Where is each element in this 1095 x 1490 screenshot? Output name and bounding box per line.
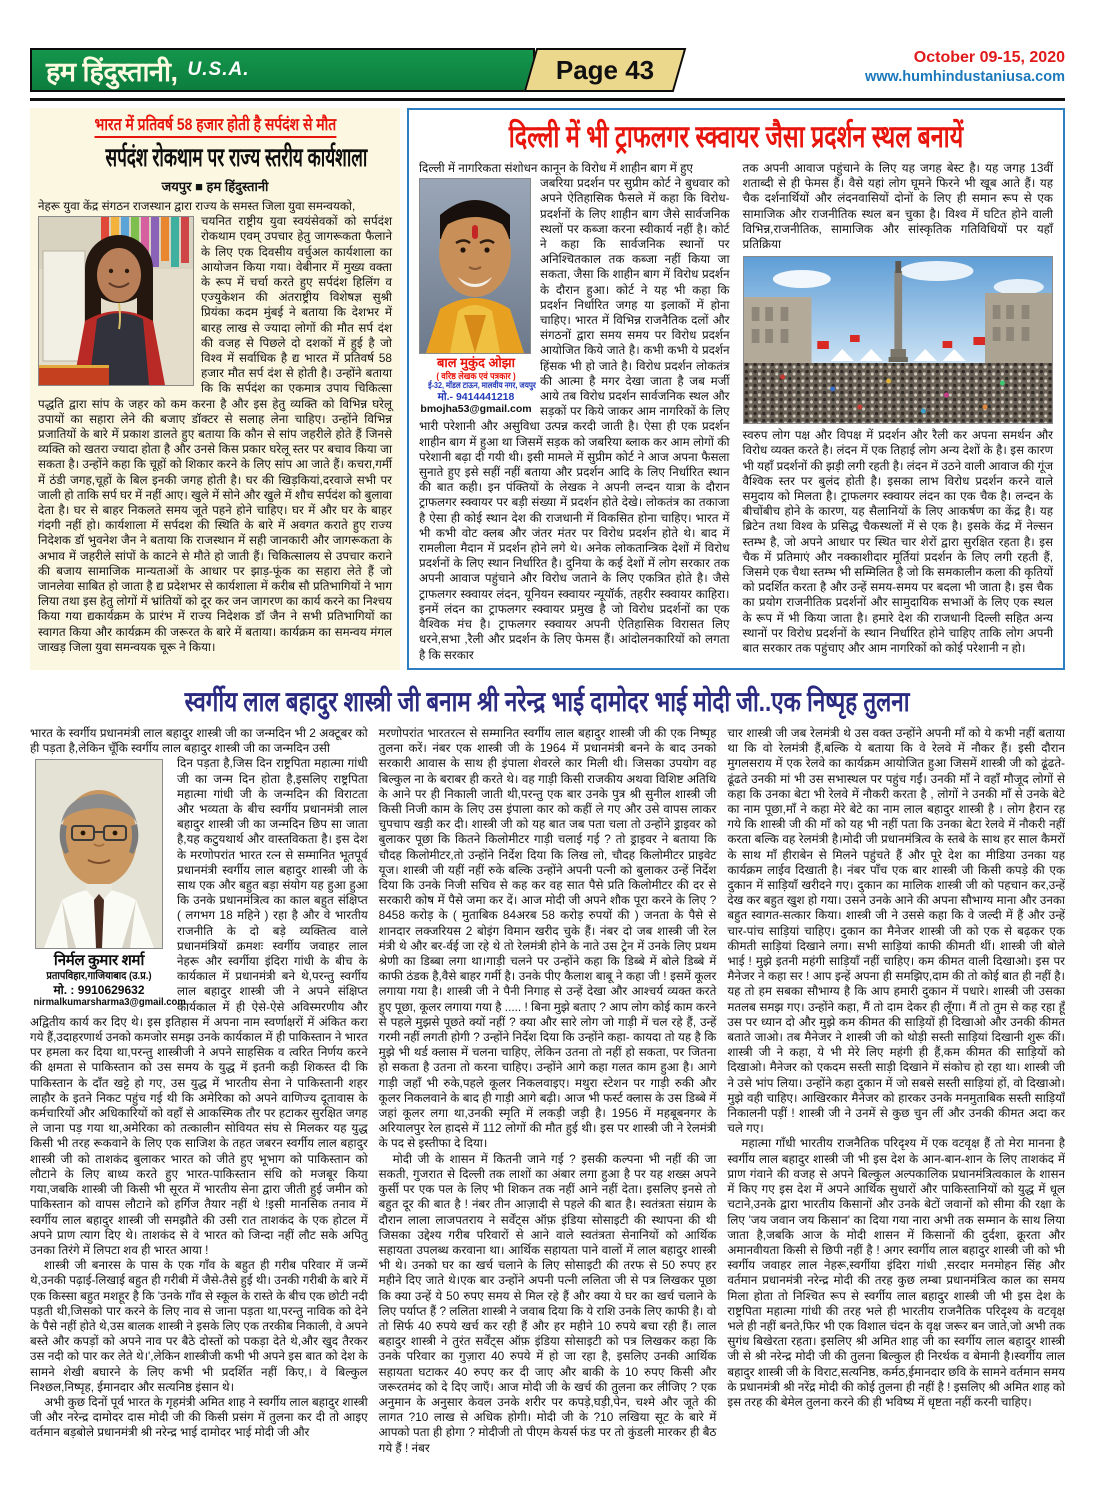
speaker-priyanka-kadam-photo xyxy=(38,216,194,386)
author-box-nirmal-kumar-sharma xyxy=(30,759,186,1009)
trafalgar-right-top-text: तक अपनी आवाज पहुंचाने के लिए यह जगह बेस्ट है। यह जगह 13वीं शताब्दी से ही फेमस हैं। वैसे यहां लोग घूमने फिरने भी खूब आते हैं। यह चैक दर्शनार्थियों और लंदनवासियों दोनों के लिए ही समान रूप से एक सामाजिक और राजनीतिक स्थल बन चुका है। विश्व में घटित होने वाली विभिन्न,राजनीतिक, सामाजिक और सांस्कृतिक गतिविधियों पर यहाँ प्रतिक्रिया xyxy=(742,161,1053,252)
snake-article-byline: जयपुर ■ हम हिंदुस्तानी xyxy=(161,179,269,194)
brand-name-hindi: हम हिंदुस्तानी, xyxy=(46,56,178,87)
comparison-column-1 xyxy=(30,726,368,1481)
comparison-headline: स्वर्गीय लाल बहादुर शास्त्री जी बनाम श्री नरेन्द्र भाई दामोदर भाई मोदी जी..एक निष्पृह तुलना xyxy=(185,686,910,717)
article-snakebite-workshop xyxy=(30,108,400,670)
masthead xyxy=(30,48,1065,96)
header-divider xyxy=(30,98,1065,101)
trafalgar-left-text: जबरिया प्रदर्शन पर सुप्रीम कोर्ट ने बुधवार को अपने ऐतिहासिक फैसले में कहा कि विरोध-प्रदर्शनों के लिए शाहीन बाग जैसे सार्वजनिक स्थलों पर कब्जा करना स्वीकार्य नहीं है। कोर्ट ने कहा कि सार्वजनिक स्थानों पर अनिश्चितकाल तक कब्जा नहीं किया जा सकता, जैसा कि शाहीन बाग में विरोध प्रदर्शन के दौरान हुआ। कोर्ट ने यह भी कहा कि प्रदर्शन निर्धारित जगह या इलाकों में होना चाहिए। भारत में विभिन्न राजनैतिक दलों और संगठनों द्वारा समय समय पर विरोध प्रदर्शन आयोजित किये जाते है। कभी कभी ये प्रदर्शन हिंसक भी हो जाते है। विरोध प्रदर्शन लोकतंत्र की आत्मा है मगर देखा जाता है जब मर्जी आये तब विरोध प्रदर्शन सार्वजनिक स्थल और सड़कों पर किये जाकर आम नागरिकों के लिए भारी परेशानी और असुविधा उत्पन्न करदी जाती है। ऐसा ही एक प्रदर्शन शाहीन बाग में हुआ था जिसमें सड़क को जबरिया ब्लाक कर आम लोगों की परेशानी बढ़ा दी गयी थी। इसी मामले में सुप्रीम कोर्ट ने आज अपना फैसला सुनाते हुए इसे सहीं नहीं बताया और प्रदर्शन आदि के लिए निर्धारित स्थान की बात कही। इन पंक्तियों के लेखक ने अपनी लन्दन यात्रा के दौरान ट्राफलगर स्क्वायर पर बड़ी संख्या में प्रदर्शन होते देखे। लोकतंत्र का तकाजा है ऐसा ही कोई स्थान देश की राजधानी में विकसित होना चाहिए। भारत में भी कभी वोट क्लब और जंतर मंतर पर विरोध प्रदर्शन होते थे। बाद में रामलीला मैदान में प्रदर्शन होने लगे थे। अनेक लोकतान्त्रिक देशों में विरोध प्रदर्शनों के लिए स्थान निर्धारित है। दुनिया के कई देशों में लोग सरकार तक अपनी आवाज पहुंचाने और विरोध जताने के लिए एकत्रित होते है। जैसे ट्राफलगर स्क्वायर लंदन, यूनियन स्क्वायर न्यूयॉर्क, तहरीर स्क्वायर काहिरा। इनमें लंदन का ट्राफलगर स्क्वायर प्रमुख है जो विरोध प्रदर्शनों का एक वैश्विक मंच है। ट्राफलगर स्क्वायर अपनी ऐतिहासिक विरासत लिए धरने,सभा ,रैली और प्रदर्शन के लिए फेमस हैं। आंदोलनकारियों को लगता है कि सरकार xyxy=(419,176,730,662)
issue-date: October 09-15, 2020 xyxy=(913,49,1065,66)
ojha-portrait-illustration xyxy=(420,179,530,353)
speaker-photo-illustration xyxy=(39,217,193,385)
comparison-col1-text: दिन पड़ता है,जिस दिन राष्ट्रपिता महात्मा गांधी जी का जन्म दिन होता है,इसलिए राष्ट्रपिता महात्मा गांधी जी के जन्मदिन की विराटता और भव्यता के बीच स्वर्गीय प्रधानमंत्री लाल बहादुर शास्त्री जी का जन्मदिन छिप सा जाता है,यह कटुयथार्थ और वास्तविकता है। इस देश के मरणोपरांत भारत रत्न से सम्मानित भूतपूर्व प्रधानमंत्री स्वर्गीय लाल बहादुर शास्त्री जी के साथ एक और बहुत बड़ा संयोग यह हुआ हुआ कि उनके प्रधानमंत्रित्व का काल बहुत संक्षिप्त ( लगभग 18 महिने ) रहा है और वे भारतीय राजनीति के दो बड़े व्यक्तित्व वाले प्रधानमंत्रियों क्रमशः स्वर्गीय जवाहर लाल नेहरू और स्वर्गीया इंदिरा गांधी के बीच के कार्यकाल में प्रधानमंत्री बने थे,परन्तु स्वर्गीय लाल बहादुर शास्त्री जी ने अपने संक्षिप्त कार्यकाल में ही ऐसे-ऐसे अविस्मरणीय और अद्वितीय कार्य कर दिए थे। इस इतिहास में अपना नाम स्वर्णाक्षरों में अंकित करा गये हैं,उदाहरणार्थ उनको कमजोर समझ उनके कार्यकाल में ही पाकिस्तान ने भारत पर हमला कर दिया था,परन्तु शास्त्रीजी ने अपने साहसिक व त्वरित निर्णय करने की क्षमता से पाकिस्तान को उस समय के युद्ध में इतनी कड़ी शिकस्त दी कि पाकिस्तान के दाँत खट्टे हो गए, उस युद्ध में भारतीय सेना ने पाकिस्तानी शहर लाहौर के इतने निकट पहुंच गई थी कि अमेरिका को अपने वाणिज्य दूतावास के कर्मचारियों और अधिकारियों को वहाँ से आकस्मिक तौर पर हटाकर सुरक्षित जगह ले जाना पड़ गया था,अमेरिका को तत्कालीन सोवियत संघ से मिलकर यह युद्ध किसी भी तरह रूकवाने के लिए एक साजिश के तहत जबरन स्वर्गीय लाल बहादुर शास्त्री जी को ताशकंद बुलाकर भारत को जीते हुए भूभाग को पाकिस्तान को लौटाने के लिए बाध्य करते हुए भारत-पाकिस्तान संधि को मजबूर किया गया,जबकि शास्त्री जी किसी भी सूरत में भारतीय सेना द्वारा जीती हुई जमीन को पाकिस्तान को वापस लौटाने को हर्गिज तैयार नहीं थे !इसी मानसिक तनाव में स्वर्गीय लाल बहादुर शास्त्री जी समझौते की उसी रात ताशकंद के एक होटल में अपने प्राण त्याग दिए थे। ताशकंद से वे भारत को जिन्दा नहीं लौट सके अपितु उनका तिरंगे में लिपटा शव ही भारत आया ! xyxy=(30,756,368,1257)
comparison-intro: भारत के स्वर्गीय प्रधानमंत्री लाल बहादुर शास्त्री जी का जन्मदिन भी 2 अक्टूबर को ही पड़ता है,लेकिन चूँकि स्वर्गीय लाल बहादुर शास्त्री जी का जन्मदिन उसी xyxy=(30,726,368,756)
trafalgar-photo-illustration xyxy=(744,257,1053,423)
sharma-email: nirmalkumarsharma3@gmail.com xyxy=(33,997,186,1009)
comparison-col2-para2: मोदी जी के शासन में कितनी जाने गई ? इसकी कल्पना भी नहीं की जा सकती, गुजरात से दिल्ली तक लाशों का अंबार लगा हुआ है पर यह शख्स अपने कुर्सी पर एक पल के लिए भी शिकन तक नहीं आने नहीं देता। इसलिए इनसे तो बहुत दूर की बात है ! नंबर तीन आज़ादी से पहले की बात है। स्वतंत्रता संग्राम के दौरान लाला लाजपतराय ने सर्वेंट्स ऑफ़ इंडिया सोसाइटी की स्थापना की थी जिसका उद्देश्य गरीब परिवारों से आने वाले स्वतंत्रता सेनानियों को आर्थिक सहायता उपलब्ध करवाना था। आर्थिक सहायता पाने वालों में लाल बहादुर शास्त्री भी थे। उनको घर का खर्च चलाने के लिए सोसाइटी की तरफ से 50 रुपए हर महीने दिए जाते थे।एक बार उन्होंने अपनी पत्नी ललिता जी से पत्र लिखकर पूछा कि क्या उन्हें ये 50 रुपए समय से मिल रहे हैं और क्या ये घर का खर्च चलाने के लिए पर्याप्त हैं ? ललिता शास्त्री ने जवाब दिया कि ये राशि उनके लिए काफी है। वो तो सिर्फ 40 रुपये खर्च कर रही हैं और हर महीने 10 रुपये बचा रही हैं। लाल बहादुर शास्त्री ने तुरंत सर्वेंट्स ऑफ़ इंडिया सोसाइटी को पत्र लिखकर कहा कि उनके परिवार का गुज़ारा 40 रुपये में हो जा रहा है, इसलिए उनकी आर्थिक सहायता घटाकर 40 रुपए कर दी जाए और बाकी के 10 रुपए किसी और जरूरतमंद को दे दिए जाएँ। आज मोदी जी के खर्च की तुलना कर लीजिए ? एक अनुमान के अनुसार केवल उनके शरीर पर कपड़े,घड़ी,पेन, चश्मे और जूते की लागत ?10 लाख से अधिक होगी। मोदी जी के ?10 लखिया सूट के बारे में आपको पता ही होगा ? मोदीजी तो पीएम केयर्स फंड पर तो कुंडली मारकर ही बैठ गये हैं ! नंबर xyxy=(378,1151,717,1455)
ojha-title: ( वरिष्ठ लेखक एवं पत्रकार ) xyxy=(436,371,516,382)
article-trafalgar-square xyxy=(407,108,1065,670)
newspaper-logo xyxy=(30,48,535,92)
comparison-col3-para2: महात्मा गाँधी भारतीय राजनैतिक परिदृश्य में एक वटवृक्ष हैं तो मेरा मानना है स्वर्गीय लाल बहादुर शास्त्री जी भी इस देश के आन-बान-शान के लिए ताशकंद में प्राण गंवाने की वजह से अपने बिल्कुल अल्पकालिक प्रधानमंत्रित्वकाल के शासन में किए गए इस देश में अपने आर्थिक सुधारों और पाकिस्तानियों को युद्ध में धूल चटाने,उनके द्वारा भारतीय किसानों और उनके बेटों जवानों को सीमा की रक्षा के लिए 'जय जवान जय किसान' का दिया गया नारा अभी तक सम्मान के साथ लिया जाता है,जबकि आज के मोदी शासन में किसानों की दुर्दशा, क्रूरता और अमानवीयता किसी से छिपी नहीं है ! अगर स्वर्गीय लाल बहादुर शास्त्री जी को भी स्वर्गीय जवाहर लाल नेहरू,स्वर्गीया इंदिरा गांधी ,सरदार मनमोहन सिंह और वर्तमान प्रधानमंत्री नरेन्द्र मोदी की तरह कुछ लम्बा प्रधानमंत्रित्व काल का समय मिला होता तो निश्चित रूप से स्वर्गीय लाल बहादुर शास्त्री जी भी इस देश के राष्ट्रपिता महात्मा गांधी की तरह भले ही भारतीय राजनैतिक परिदृश्य के वटवृक्ष भले ही नहीं बनते,फिर भी एक विशाल चंदन के वृक्ष जरूर बन जाते,जो अभी तक सुगंध बिखेरता रहता। इसलिए श्री अमित शाह जी का स्वर्गीय लाल बहादुर शास्त्री जी से श्री नरेन्द्र मोदी जी की तुलना बिल्कुल ही निरर्थक व बेमानी है।स्वर्गीय लाल बहादुर शास्त्री जी के विराट,सत्यनिष्ठ, कर्मठ,ईमानदार छवि के सामने वर्तमान समय के प्रधानमंत्री श्री नरेंद्र मोदी की कोई तुलना ही नहीं है ! इसलिए श्री अमित शाह को इस तरह की बेमेल तुलना करने की ही भविष्य में धृष्टता नहीं करनी चाहिए। xyxy=(727,1136,1065,1409)
trafalgar-columns xyxy=(419,161,1053,663)
snake-article-intro: नेहरू युवा केंद्र संगठन राजस्थान द्वारा राज्य के समस्त जिला युवा समन्वयको, xyxy=(38,199,356,213)
snake-article-headline: सर्पदंश रोकथाम पर राज्य स्तरीय कार्यशाला xyxy=(105,142,368,172)
page-number-badge xyxy=(524,48,687,92)
comparison-col2-para1: मरणोपरांत भारतरत्न से सम्मानित स्वर्गीय लाल बहादुर शास्त्री जी की एक निष्पृह तुलना करें। नंबर एक शास्त्री जी के 1964 में प्रधानमंत्री बनने के बाद उनको सरकारी आवास के साथ ही इंपाला शेवरले कार मिली थी। जिसका उपयोग वह बिल्कुल ना के बराबर ही करते थे। वह गाड़ी किसी राजकीय अथवा विशिष्ट अतिथि के आने पर ही निकाली जाती थी,परन्तु एक बार उनके पुत्र श्री सुनील शास्त्री जी किसी निजी काम के लिए उस इंपाला कार को कहीं ले गए और उसे वापस लाकर चुपचाप खड़ी कर दी। शास्त्री जी को यह बात जब पता चला तो उन्होंने ड्राइवर को बुलाकर पूछा कि कितने किलोमीटर गाड़ी चलाई गई ? तो ड्राइवर ने बताया कि चौदह किलोमीटर,तो उन्होंने निर्देश दिया कि लिख लो, चौदह किलोमीटर प्राइवेट यूज। शास्त्री जी यहीं नहीं रुके बल्कि उन्होंने अपनी पत्नी को बुलाकर उन्हें निर्देश दिया कि उनके निजी सचिव से कह कर वह सात पैसे प्रति किलोमीटर की दर से सरकारी कोष में पैसे जमा कर दें। आज मोदी जी अपने शौक पूरा करने के लिए ?8458 करोड़ के ( मुताबिक 84अरब 58 करोड़ रुपयों की ) जनता के पैसे से शानदार लक्जरियस 2 बोइंग विमान खरीद चुके हैं। नंबर दो जब शास्त्री जी रेल मंत्री थे और बर-र्वई जा रहे थे तो रेलमंत्री होने के नाते उस ट्रेन में उनके लिए प्रथम श्रेणी का डिब्बा लगा था।गाड़ी चलने पर उन्होंने कहा कि डिब्बे में बोले डिब्बे में काफी ठंडक है,वैसे बाहर गर्मी है। उनके पीए कैलाश बाबू ने कहा जी ! इसमें कूलर लगाया गया है। शास्त्री जी ने पैनी निगाह से उन्हें देखा और आश्चर्य व्यक्त करते हुए पूछा, कूलर लगाया गया है ..... ! बिना मुझे बताए ? आप लोग कोई काम करने से पहले मुझसे पूछते क्यों नहीं ? क्या और सारे लोग जो गाड़ी में चल रहे हैं, उन्हें गरमी नहीं लगती होगी ? उन्होंने निर्देश दिया कि उन्होंने कहा- कायदा तो यह है कि मुझे भी थर्ड क्लास में चलना चाहिए, लेकिन उतना तो नहीं हो सकता, पर जितना हो सकता है उतना तो करना चाहिए। उन्होंने आगे कहा गलत काम हुआ है। आगे गाड़ी जहाँ भी रुके,पहले कूलर निकलवाइए। मथुरा स्टेशन पर गाड़ी रुकी और कूलर निकलवाने के बाद ही गाड़ी आगे बढ़ी। आज भी फर्स्ट क्लास के उस डिब्बे में जहां कूलर लगा था,उनकी स्मृति में लकड़ी जड़ी है। 1956 में महबूबनगर के अरियालपुर रेल हादसे में 112 लोगों की मौत हुई थी। इस पर शास्त्री जी ने रेलमंत्री के पद से इस्तीफा दे दिया। xyxy=(378,726,717,1151)
comparison-column-2 xyxy=(379,726,717,1481)
snake-article-kicker: भारत में प्रतिवर्ष 58 हजार होती है सर्पदंश से मौत xyxy=(38,112,392,138)
trafalgar-square-photo xyxy=(743,256,1054,424)
author-nirmal-kumar-sharma-photo xyxy=(35,759,163,949)
comparison-col1-para2: शास्त्री जी बनारस के पास के एक गाँव के बहुत ही गरीब परिवार में जन्में थे,उनकी पढ़ाई-लिखाई बहुत ही गरीबी में जैसे-तैसे हुई थी। उनकी गरीबी के बारे में एक किस्सा बहुत मशहूर है कि 'उनके गाँव से स्कूल के रास्ते के बीच एक छोटी नदी पड़ती थी,जिसको पार करने के लिए नाव से जाना पड़ता था,परन्तु नाविक को देने के पैसे नहीं होते थे,उस बालक शास्त्री ने इसके लिए एक तरकीब निकाली, वे अपने बस्ते और कपड़ों को अपने नाव पर बैठे दोस्तों को पकड़ा देते थे,और खुद तैरकर उस नदी को पार कर लेते थे।',लेकिन शास्त्रीजी कभी भी अपने इस बात को देश के सामने शेखी बघारने के लिए कभी भी प्रदर्शित नहीं किए,। वे बिल्कुल निश्छल,निष्पृह, ईमानदार और सत्यनिष्ठ इंसान थे। xyxy=(30,1258,368,1394)
ojha-email: bmojha53@gmail.com xyxy=(420,403,532,416)
brand-name-usa: U.S.A. xyxy=(187,59,250,80)
author-bal-mukund-ojha-photo xyxy=(419,178,531,354)
sharma-name: निर्मल कुमार शर्मा xyxy=(53,952,145,970)
snake-article-body xyxy=(38,199,392,655)
page-number-label: Page 43 xyxy=(555,54,655,85)
snake-article-text: चयनित राष्ट्रीय युवा स्वयंसेवकों को सर्पदंश रोकथाम एवम् उपचार हेतु जागरूकता फैलाने के लिए एक दिवसीय वर्चुअल कार्यशाला का आयोजन किया गया। वेबीनार में मुख्य वक्ता के रूप में चर्चा करते हुए सर्पदंश हिलिंग व एज्युकेशन की अंतराष्ट्रीय विशेषज्ञ सुश्री प्रियंका कदम मुंबई ने बताया कि देशभर में बारह लाख से ज्यादा लोगों की मौत सर्प दंश की वजह से पिछले दो दशकों में हुई है जो विश्व में सर्वाधिक है द्य भारत में प्रतिवर्ष 58 हजार मौत सर्प दंश से होती है। उन्होंने बताया कि कि सर्पदंश का एकमात्र उपाय चिकित्सा पद्धति द्वारा सांप के जहर को कम करना है और इस हेतु व्यक्ति को विभिन्न घरेलू उपायों का सहारा लेने की बजाए डॉक्टर से सलाह लेना चाहिए। उन्होंने विभिन्न प्रजातियों के बारे में प्रकाश डालते हुए बताया कि कौन से सांप जहरीले होते हैं जिनसे व्यक्ति को खतरा ज्यादा होता है और उनसे किस प्रकार घरेलू स्तर पर बचाव किया जा सकता है। उन्होंने कहा कि चूहों को शिकार करने के लिए सांप आ जाते हैं। कचरा,गर्मी में ठंडी जगह,चूहों के बिल इनकी जगह होती है। घर की खिड़कियां,दरवाजे सभी पर जाली हो ताकि सर्प घर में नहीं आए। खुले में सोने और खुले में शौच सर्पदंश को बुलावा देता है। घर से बाहर निकलते समय जूते पहने होने चाहिए। घर में और घर के बाहर गंदगी नहीं हो। कार्यशाला में सर्पदश की स्थिति के बारे में अवगत कराते हुए राज्य निदेशक डॉ भुवनेश जैन ने बताया कि राजस्थान में सही जानकारी और जागरूकता के अभाव में जहरीले सांपों के काटने से मौते हो जाती हैं। चिकित्सालय से उपचार कराने की बजाय सामाजिक मान्यताओं के आधार पर झाड़-फूंक का सहारा लेते हैं जो जानलेवा साबित हो जाता है द्य प्रदेशभर से कार्यशाला में करीब सौ प्रतिभागियों ने भाग लिया तथा इस हेतु लोगों में भ्रांतियों को दूर कर जन जागरण का कार्य करने का निश्चय किया गया द्यकार्यक्रम के प्रारंभ में राज्य निदेशक डॉ जैन ने सभी प्रतिभागियों का स्वागत किया और कार्यक्रम की जरूरत के बारे में बताया। कार्यक्रम का समन्वय मंगल जाखड़ जिला युवा समन्वयक चूरू ने किया। xyxy=(38,214,392,654)
trafalgar-headline: दिल्ली में भी ट्राफलगर स्क्वायर जैसा प्रदर्शन स्थल बनायें xyxy=(508,119,964,154)
trafalgar-right-bottom-text: स्वरुप लोग पक्ष और विपक्ष में प्रदर्शन और रैली कर अपना समर्थन और विरोध व्यक्त करते है। लंदन में एक तिहाई लोग अन्य देशों के है। इस कारण भी यहाँ प्रदर्शनों की झड़ी लगी रहती है। लंदन में उठने वाली आवाज की गूंज वैश्विक स्तर पर बुलंद होती है। इसका लाभ विरोध प्रदर्शन करने वाले समुदाय को मिलता है। ट्राफलगर स्क्वायर लंदन का एक चैक है। लन्दन के बीचोंबीच होने के कारण, यह सैलानियों के लिए आकर्षण का केंद्र है। यह ब्रिटेन तथा विश्व के प्रसिद्ध चैकस्थलों में से एक है। इसके केंद्र में नेल्सन स्तम्भ है, जो अपने आधार पर स्थित चार शेरों द्वारा सुरक्षित रहता है। इस चैक में प्रतिमाएं और नक्काशीदार मूर्तियां प्रदर्शन के लिए लगी रहती हैं, जिसमे एक चैथा स्तम्भ भी सम्मिलित है जो कि समकालीन कला की कृतियों को प्रदर्शित करता है और उन्हें समय-समय पर बदला भी जाता है। इस चैक का प्रयोग राजनीतिक प्रदर्शनों और सामुदायिक सभाओं के लिए एक स्थल के रूप में भी किया जाता है। हमारे देश की राजधानी दिल्ली सहित अन्य स्थानों पर विरोध प्रदर्शनों के स्थान निर्धारित होने चाहिए ताकि लोग अपनी बात सरकार तक पहुंचाए और आम नागरिकों को कोई परेशानी न हो। xyxy=(742,428,1053,656)
top-articles-row xyxy=(30,108,1065,670)
ojha-address: ई-32, मॉडल टाऊन, मालवीय नगर, जयपुर xyxy=(428,380,536,391)
website-link[interactable]: www.humhindustaniusa.com xyxy=(864,69,1065,85)
publication-info xyxy=(865,48,1065,86)
sharma-address: प्रतापविहार,गाजियाबाद (उ.प्र.) xyxy=(46,970,152,983)
trafalgar-intro: दिल्ली में नागरिकता संशोधन कानून के विरोध में शाहीन बाग में हुए xyxy=(419,161,693,175)
ojha-name: बाल मुकुंद ओझा xyxy=(437,355,515,371)
comparison-columns xyxy=(30,726,1065,1481)
comparison-col1-para3: अभी कुछ दिनों पूर्व भारत के गृहमंत्री अमित शाह ने स्वर्गीय लाल बहादुर शास्त्री जी और नरेन्द्र दामोदर दास मोदी जी की किसी प्रसंग में तुलना कर दी तो आइए वर्तमान बड़बोले प्रधानमंत्री श्री नरेन्द्र भाई दामोदर भाई मोदी जी और xyxy=(30,1394,368,1440)
trafalgar-column-left xyxy=(419,161,730,663)
comparison-column-3 xyxy=(727,726,1065,1481)
ojha-phone: मो.- 9414441218 xyxy=(437,391,515,404)
comparison-col3-para1: चार शास्त्री जी जब रेलमंत्री थे उस वक्त उन्होंने अपनी माँ को ये कभी नहीं बताया था कि वो रेलमंत्री हैं,बल्कि ये बताया कि वे रेलवे में नौकर हैं। इसी दौरान मुगलसराय में एक रेलवे का कार्यक्रम आयोजित हुआ जिसमें शास्त्री जी को ढूंढते-ढूंढते उनकी मां भी उस सभास्थल पर पहुंच गईं। उनकी माँ ने वहाँ मौजूद लोगों से कहा कि उनका बेटा भी रेलवे में नौकरी करता है , लोगों ने उनकी माँ से उनके बेटे का नाम पूछा,माँ ने कहा मेरे बेटे का नाम लाल बहादुर शास्त्री है । लोग हैरान रह गये कि शास्त्री जी की माँ को यह भी नहीं पता कि उनका बेटा रेलवे में नौकरी नहीं करता बल्कि वह रेलमंत्री है।मोदी जी प्रधानमंत्रित्व के स्तबे के साथ हर साल कैमरों के साथ माँ हीराबेन से मिलने पहुंचते हैं और पूरे देश का मीडिया उनका यह कार्यक्रम लाईव दिखाती है। नंबर पाँच एक बार शास्त्री जी किसी कपड़े की एक दुकान में साड़ियाँ खरीदने गए। दुकान का मालिक शास्त्री जी को पहचान कर,उन्हें देख कर बहुत खुश हो गया। उसने उनके आने की अपना सौभाग्य माना और उनका बहुत स्वागत-सत्कार किया। शास्त्री जी ने उससे कहा कि वे जल्दी में हैं और उन्हें चार-पांच साड़ियां चाहिए। दुकान का मैनेजर शास्त्री जी को एक से बढ़कर एक कीमती साड़ियां दिखाने लगा। सभी साड़ियां काफी कीमती थीं। शास्त्री जी बोले भाई ! मुझे इतनी महंगी साड़ियाँ नहीं चाहिए। कम कीमत वाली दिखाओ। इस पर मैनेजर ने कहा सर ! आप इन्हें अपना ही समझिए,दाम की तो कोई बात ही नहीं है। यह तो हम सबका सौभाग्य है कि आप हमारी दुकान में पधारे। शास्त्री जी उसका मतलब समझ गए। उन्होंने कहा, मैं तो दाम देकर ही लूँगा। मैं तो तुम से कह रहा हूँ उस पर ध्यान दो और मुझे कम कीमत की साड़ियों ही दिखाओ और उनकी कीमत बताते जाओ। तब मैनेजर ने शास्त्री जी को थोड़ी सस्ती साड़ियां दिखानी शुरू कीं। शास्त्री जी ने कहा, ये भी मेरे लिए महंगी ही हैं,कम कीमत की साड़ियों को दिखाओ। मैनेजर को एकदम सस्ती साड़ी दिखाने में संकोच हो रहा था। शास्त्री जी ने उसे भांप लिया। उन्होंने कहा दुकान में जो सबसे सस्ती साड़ियां हों, वो दिखाओ। मुझे वही चाहिए। आखिरकार मैनेजर को हारकर उनके मनमुताबिक सस्ती साड़ियाँ निकालनी पड़ीं ! शास्त्री जी ने उनमें से कुछ चुन लीं और उनकी कीमत अदा कर चले गए। xyxy=(727,726,1065,1136)
sharma-portrait-illustration xyxy=(36,760,162,948)
author-box-bal-mukund-ojha xyxy=(419,178,536,416)
sharma-phone: मो. : 9910629632 xyxy=(53,983,145,997)
trafalgar-column-right xyxy=(743,161,1054,663)
